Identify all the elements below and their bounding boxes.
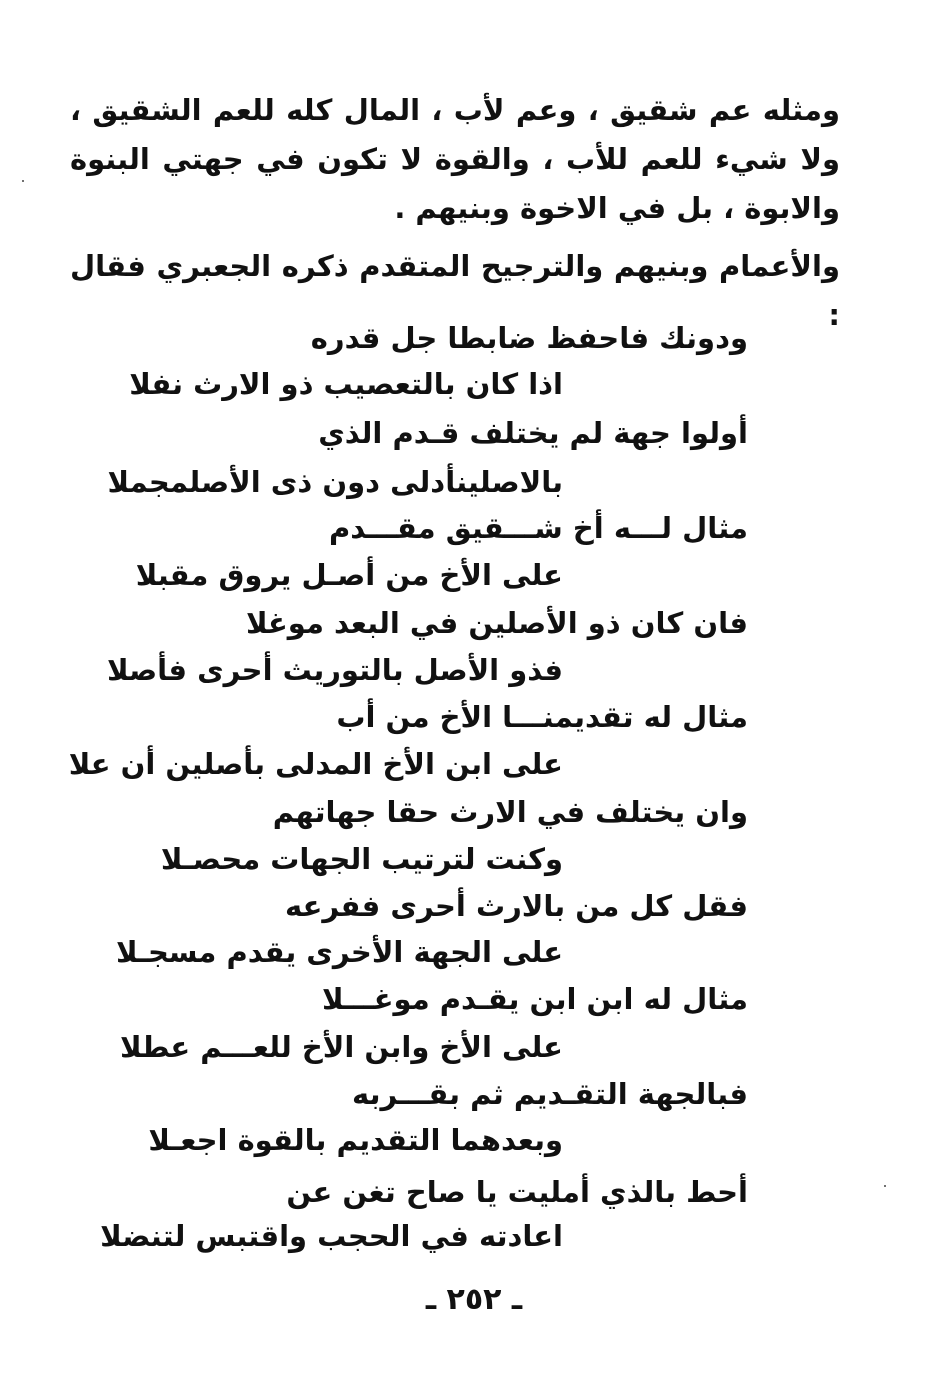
verse-line: على الأخ وابن الأخ للعـــم عطلا	[120, 1030, 563, 1064]
verse-line: فان كان ذو الأصلين في البعد موغلا	[245, 606, 748, 640]
verse-line: على الجهة الأخرى يقدم مسجـلا	[116, 935, 563, 969]
verse-line: على الأخ من أصـل يروق مقبلا	[135, 558, 563, 592]
verse-line: وبعدهما التقديم بالقوة اجعـلا	[148, 1123, 563, 1157]
paragraph-intro: ومثله عم شقيق ، وعم لأب ، المال كله للعم الشقيق ، ولا شيء للعم للأب ، والقوة لا تكون في جهتي البنوة والابوة ، بل في الاخوة وبنيهم .	[70, 93, 840, 225]
verse-line: فقل كل من بالارث أحرى ففرعه	[285, 889, 748, 923]
verse-line: وان يختلف في الارث حقا جهاتهم	[272, 795, 748, 829]
verse-line: أولوا جهة لم يختلف قـدم الذي	[318, 416, 748, 450]
page-number: ـ ٢٥٢ ـ	[425, 1282, 523, 1317]
verse-line: اعادته في الحجب واقتبس لتنضلا	[100, 1219, 563, 1253]
verse-line: اذا كان بالتعصيب ذو الارث نفلا	[129, 367, 563, 401]
verse-line: وكنت لترتيب الجهات محصـلا	[160, 842, 563, 876]
verse-line: مثال لـــه أخ شـــقيق مقـــدم	[329, 511, 748, 545]
verse-line: بالاصلينأدلى دون ذى الأصلمجملا	[107, 465, 563, 499]
verse-line: فذو الأصل بالتوريث أحرى فأصلا	[107, 653, 563, 687]
verse-line: على ابن الأخ المدلى بأصلين أن علا	[68, 747, 563, 781]
scan-speck	[884, 1185, 886, 1187]
paragraph-lead-in: والأعمام وبنيهم والترجيح المتقدم ذكره الجعبري فقال :	[70, 249, 840, 332]
verse-line: ودونك فاحفظ ضابطا جل قدره	[310, 321, 748, 355]
verse-line: مثال له ابن ابن يقـدم موغـــلا	[321, 982, 748, 1016]
scan-speck	[22, 180, 24, 182]
verse-line: فبالجهة التقـديم ثم بقـــربه	[351, 1077, 748, 1111]
verse-line: أحط بالذي أمليت يا صاح تغن عن	[286, 1175, 748, 1209]
verse-line: مثال له تقديمنـــا الأخ من أب	[336, 700, 748, 734]
